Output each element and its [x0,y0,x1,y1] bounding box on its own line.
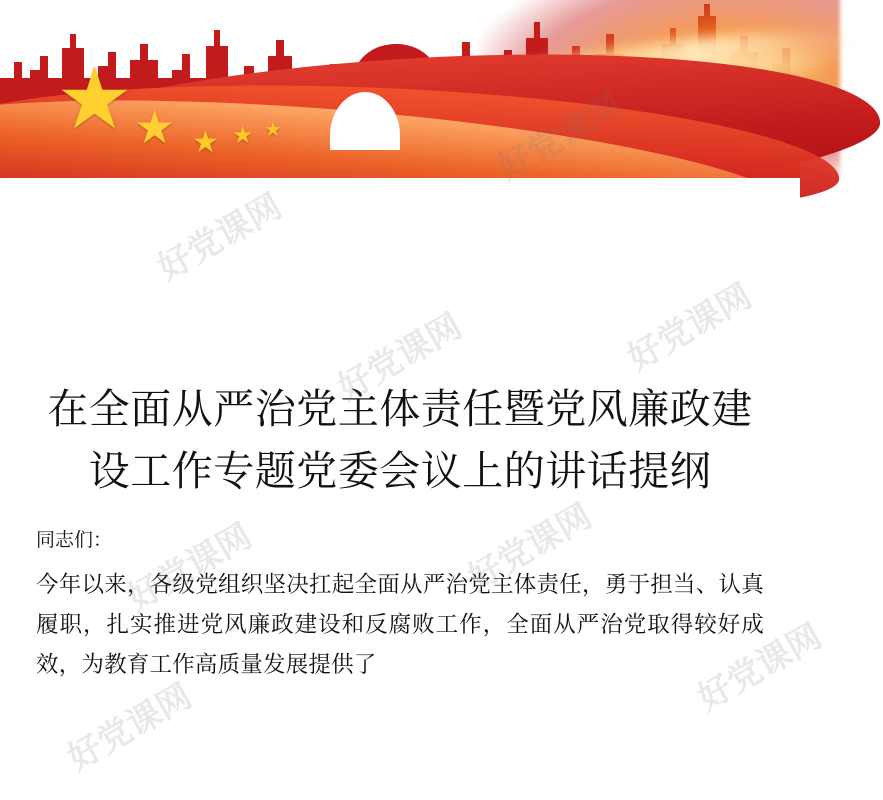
star-small-1-icon: ★ [192,126,219,159]
header-banner [0,0,800,182]
star-small-3-icon: ★ [264,119,282,141]
body-paragraph-1: 今年以来，各级党组织坚决扛起全面从严治党主体责任，勇于担当、认真履职，扎实推进党风廉政建设和反腐败工作，全面从严治党取得较好成效，为教育工作高质量发展提供了 [36,572,764,679]
salutation: 同志们： [36,528,113,551]
star-small-2-icon: ★ [232,122,254,149]
star-large-icon: ★ [56,51,134,147]
page-title: 在全面从严治党主体责任暨党风廉政建设工作专题党委会议上的讲话提纲 [47,385,753,496]
document-page [0,182,800,800]
star-medium-icon: ★ [134,101,176,153]
